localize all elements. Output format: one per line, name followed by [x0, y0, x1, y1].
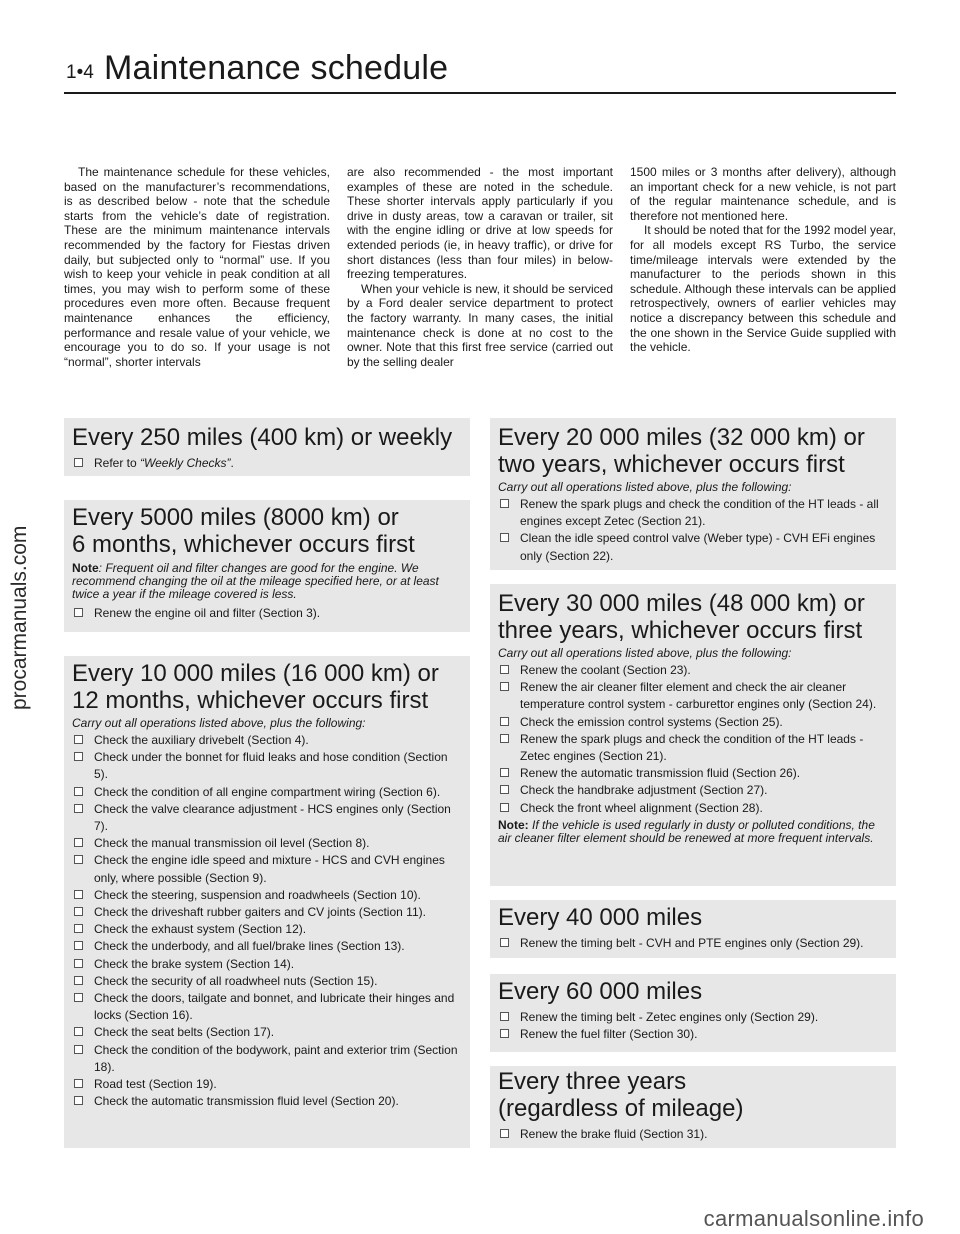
schedule-box-three-years — [490, 1066, 896, 1148]
checklist-item: Refer to “Weekly Checks”. — [72, 455, 462, 472]
checklist — [498, 496, 888, 565]
checklist-item — [72, 732, 462, 749]
checklist-item-text: Check the emission control systems (Section 25). — [520, 714, 783, 729]
box-note: Note: If the vehicle is used regularly in dusty or polluted conditions, the air cleaner filter element should be renewed at more frequent intervals. — [498, 817, 875, 845]
checklist-item-text: Renew the air cleaner filter element and check the air cleaner temperature control system - carburettor engines only (Section 24). — [520, 680, 877, 712]
checkbox-icon[interactable] — [500, 803, 509, 812]
schedule-box-20000-miles — [490, 418, 896, 570]
checklist-item — [72, 1093, 462, 1110]
box-title: Every 40 000 miles — [498, 904, 703, 931]
checklist-item-text: Check the manual transmission oil level (Section 8). — [94, 836, 370, 851]
checklist-item — [72, 973, 462, 990]
checkbox-icon[interactable] — [74, 752, 83, 761]
checklist-item-text: Check the handbrake adjustment (Section 27). — [520, 783, 768, 798]
checklist-item-text: Renew the automatic transmission fluid (Section 26). — [520, 766, 801, 781]
intro-paragraph: When your vehicle is new, it should be serviced by a Ford dealer service department to protect the factory warranty. In many cases, the initial maintenance check is done at no cost to the owner. Note that this first free service (carried out by the selling dealer — [347, 281, 613, 369]
checklist-item-text: Renew the timing belt - Zetec engines only (Section 29). — [520, 1010, 819, 1024]
checklist-item-text: Renew the spark plugs and check the condition of the HT leads - Zetec engines (Section 21). — [520, 731, 864, 764]
box-note: Note: Frequent oil and filter changes are good for the engine. We recommend changing the oil at the mileage specified here, or at least twice a year if the mileage covered is less. — [72, 561, 439, 601]
checklist-item — [72, 1024, 462, 1041]
checkbox-icon[interactable] — [74, 1079, 83, 1088]
checkbox-icon[interactable] — [74, 1027, 83, 1036]
checklist-item-text: Check the doors, tailgate and bonnet, and lubricate their hinges and locks (Section 16). — [94, 991, 455, 1023]
box-title: Every three years (regardless of mileage) — [498, 1068, 744, 1122]
page-header — [64, 48, 896, 94]
checklist-item — [72, 921, 462, 938]
checklist-item — [72, 749, 462, 783]
checkbox-icon[interactable] — [500, 499, 509, 508]
intro-column-3 — [630, 165, 896, 355]
checklist-item — [498, 1126, 888, 1143]
checkbox-icon[interactable] — [74, 735, 83, 744]
checklist-item — [498, 1026, 888, 1043]
checklist-item — [72, 904, 462, 921]
checklist-item-text: Check the seat belts (Section 17). — [94, 1025, 275, 1040]
checkbox-icon[interactable] — [74, 924, 83, 933]
checkbox-icon[interactable] — [500, 665, 509, 674]
checkbox-icon[interactable] — [74, 941, 83, 950]
checklist-item — [498, 1009, 888, 1026]
box-title: Every 5000 miles (8000 km) or 6 months, whichever occurs first — [72, 504, 415, 558]
checklist-item — [72, 887, 462, 904]
checklist-item-text: Check the front wheel alignment (Section 28). — [520, 800, 763, 815]
checkbox-icon[interactable] — [500, 734, 509, 743]
checklist-item-text: Check the brake system (Section 14). — [94, 956, 295, 971]
intro-paragraph: It should be noted that for the 1992 model year, for all models except RS Turbo, the service time/mileage intervals were extended by the manufacturer to the periods shown in this schedule. Although these intervals can be applied retrospectively, owners of earlier vehicles may notice a discrepancy between this schedule and the one shown in the Service Guide supplied with the vehicle. — [630, 223, 896, 355]
checklist-item — [72, 990, 462, 1024]
checklist-item — [72, 956, 462, 973]
checklist-item-text: Renew the brake fluid (Section 31). — [520, 1127, 708, 1141]
checklist-item-text: Check the auxiliary drivebelt (Section 4). — [94, 733, 309, 747]
checklist-item-text: Check the underbody, and all fuel/brake lines (Section 13). — [94, 939, 405, 954]
checklist-item — [72, 1076, 462, 1093]
checklist — [498, 662, 888, 817]
checkbox-icon[interactable] — [74, 804, 83, 813]
checklist-item-text: Check under the bonnet for fluid leaks and hose condition (Section 5). — [94, 750, 448, 782]
box-subtitle: Carry out all operations listed above, plus the following: — [498, 646, 792, 660]
schedule-box-250-miles — [64, 418, 470, 476]
checklist-item — [498, 731, 888, 765]
checklist-item — [498, 765, 888, 782]
checkbox-icon[interactable] — [74, 959, 83, 968]
checklist-item-text: Check the exhaust system (Section 12). — [94, 922, 307, 937]
schedule-box-30000-miles — [490, 584, 896, 886]
checklist-item — [498, 714, 888, 731]
side-watermark: procarmanuals.com — [8, 525, 31, 710]
checkbox-icon[interactable] — [74, 1045, 83, 1054]
intro-paragraph: The maintenance schedule for these vehicles, based on the manufacturer’s recommendations, is as described below - note that the schedule starts from the vehicle’s date of registration. These are the minimum maintenance intervals recommended by the factory for Fiestas driven daily, but subjected only to “normal” use. If you wish to keep your vehicle in peak condition at all times, you may wish to perform some of these procedures even more often. Because frequent maintenance enhances the efficiency, performance and resale value of your vehicle, we encourage you to do so. If your usage is not “normal”, shorter intervals — [64, 165, 330, 369]
checklist — [72, 605, 462, 622]
checklist-item — [72, 1042, 462, 1076]
checkbox-icon[interactable] — [500, 768, 509, 777]
footer-watermark: carmanualsonline.info — [703, 1206, 924, 1231]
checkbox-icon[interactable] — [74, 838, 83, 847]
checklist-item — [72, 605, 462, 622]
checkbox-icon[interactable] — [74, 855, 83, 864]
checkbox-icon[interactable] — [500, 717, 509, 726]
checklist-item — [498, 662, 888, 679]
checklist-item-text: Renew the fuel filter (Section 30). — [520, 1027, 698, 1042]
checklist-item — [498, 782, 888, 799]
checkbox-icon[interactable] — [500, 1029, 509, 1038]
checklist-item-text: Check the condition of the bodywork, paint and exterior trim (Section 18). — [94, 1042, 458, 1074]
page-number: 1•4 — [66, 62, 94, 83]
intro-paragraph: are also recommended - the most important examples of these are noted in the schedule. These shorter intervals apply particularly if you drive in dusty areas, tow a caravan or trailer, sit with the engine idling or drive at low speeds for extended periods (ie, in heavy traffic), or drive for short distances (less than four miles) in below-freezing temperatures. — [347, 165, 613, 282]
box-title: Every 20 000 miles (32 000 km) or two years, whichever occurs first — [498, 424, 865, 478]
checklist-item — [498, 935, 888, 952]
checklist-item-text: Check the security of all roadwheel nuts (Section 15). — [94, 973, 378, 988]
checklist-item-text: Clean the idle speed control valve (Weber type) - CVH EFi engines only (Section 22). — [520, 531, 876, 563]
checklist — [498, 1126, 888, 1143]
intro-paragraph: 1500 miles or 3 months after delivery), although an important check for a new vehicle, is not part of the regular maintenance schedule, and is therefore not mentioned here. — [630, 165, 896, 223]
checkbox-icon[interactable] — [500, 1129, 509, 1138]
checkbox-icon[interactable] — [74, 608, 83, 617]
schedule-box-5000-miles — [64, 500, 470, 632]
checkbox-icon[interactable] — [74, 907, 83, 916]
box-title: Every 250 miles (400 km) or weekly — [72, 424, 453, 451]
schedule-box-40000-miles — [490, 900, 896, 958]
schedule-box-60000-miles — [490, 974, 896, 1052]
checklist-item — [72, 835, 462, 852]
intro-column-1 — [64, 165, 330, 369]
schedule-box-10000-miles — [64, 656, 470, 1148]
box-title: Every 60 000 miles — [498, 978, 703, 1005]
checkbox-icon[interactable] — [500, 785, 509, 794]
box-title: Every 30 000 miles (48 000 km) or three years, whichever occurs first — [498, 590, 865, 644]
checklist-item — [72, 784, 462, 801]
checklist-item — [498, 679, 888, 713]
checklist-item — [498, 496, 888, 530]
checklist-item-text: Renew the engine oil and filter (Section 3). — [94, 606, 321, 620]
checklist-item-text: Check the condition of all engine compartment wiring (Section 6). — [94, 784, 441, 799]
checklist-item-text: Check the driveshaft rubber gaiters and CV joints (Section 11). — [94, 905, 426, 920]
checklist-item-text: Check the steering, suspension and roadwheels (Section 10). — [94, 887, 421, 902]
checklist-item-text: Renew the spark plugs and check the condition of the HT leads - all engines except Zetec (Section 21). — [520, 497, 879, 529]
checklist-item — [498, 530, 888, 564]
checklist-item-text: Renew the coolant (Section 23). — [520, 663, 691, 677]
checklist-item-text: Check the valve clearance adjustment - HCS engines only (Section 7). — [94, 801, 451, 834]
checklist-item — [72, 801, 462, 835]
checkbox-icon[interactable] — [500, 682, 509, 691]
checklist — [498, 1009, 888, 1043]
checklist-item-text: Check the automatic transmission fluid level (Section 20). — [94, 1094, 399, 1109]
box-subtitle: Carry out all operations listed above, plus the following: — [498, 480, 792, 494]
checklist-item-text: Renew the timing belt - CVH and PTE engines only (Section 29). — [520, 936, 864, 950]
checkbox-icon[interactable] — [74, 890, 83, 899]
checklist-item — [498, 800, 888, 817]
checkbox-icon[interactable] — [74, 458, 83, 467]
checkbox-icon[interactable] — [74, 1096, 83, 1105]
checkbox-icon[interactable] — [500, 938, 509, 947]
checkbox-icon[interactable] — [500, 1012, 509, 1021]
box-title: Every 10 000 miles (16 000 km) or 12 months, whichever occurs first — [72, 660, 439, 714]
page-title: Maintenance schedule — [104, 49, 449, 87]
checkbox-icon[interactable] — [74, 787, 83, 796]
checklist-item-text: Check the engine idle speed and mixture - HCS and CVH engines only, where possible (Section 9). — [94, 853, 445, 885]
box-subtitle: Carry out all operations listed above, plus the following: — [72, 716, 366, 730]
checklist-item — [72, 852, 462, 886]
checklist — [498, 935, 888, 952]
checkbox-icon[interactable] — [74, 993, 83, 1002]
checklist — [72, 732, 462, 1110]
checklist-item-text: Road test (Section 19). — [94, 1077, 217, 1092]
checkbox-icon[interactable] — [500, 533, 509, 542]
checkbox-icon[interactable] — [74, 976, 83, 985]
checklist-item — [72, 938, 462, 955]
intro-column-2 — [347, 165, 613, 369]
